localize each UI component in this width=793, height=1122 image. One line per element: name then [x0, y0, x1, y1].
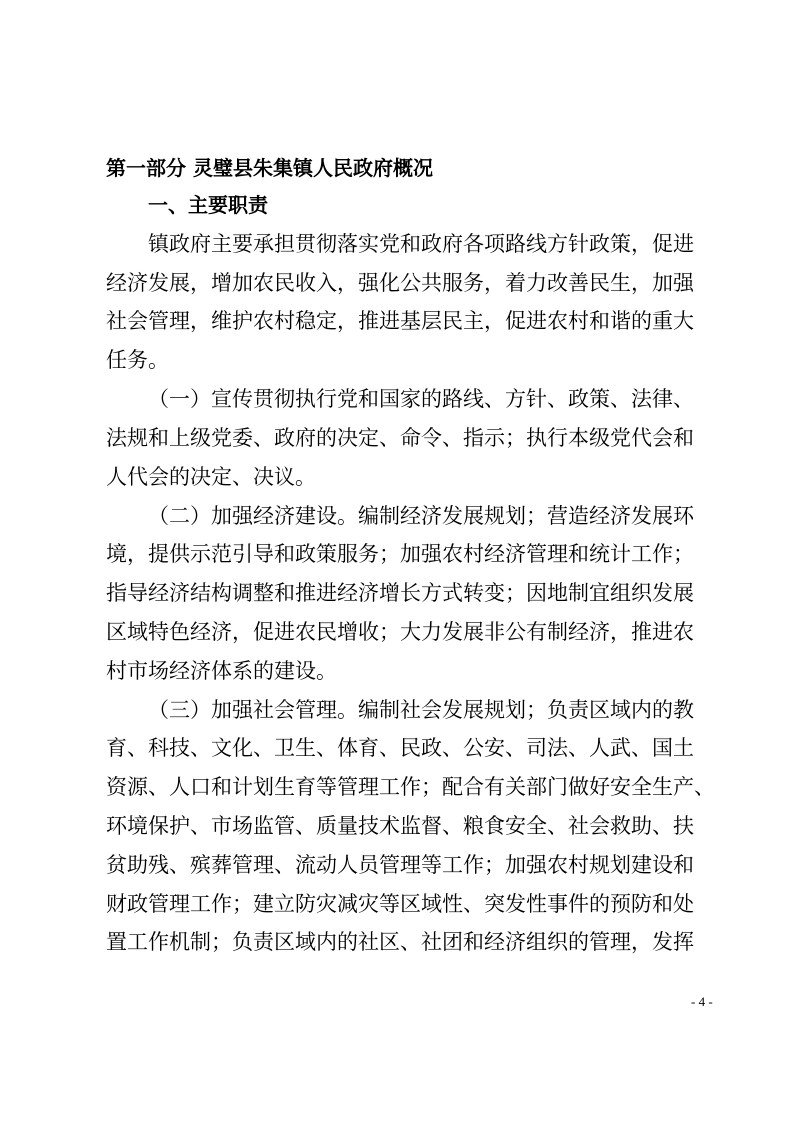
paragraph-3-line-2: 境，提供示范引导和政策服务；加强农村经济管理和统计工作； [106, 542, 694, 566]
paragraph-1-line-4: 任务。 [106, 348, 169, 372]
paragraph-4-line-5: 贫助残、殡葬管理、流动人员管理等工作；加强农村规划建设和 [106, 853, 694, 877]
paragraph-1-line-3: 社会管理，维护农村稳定，推进基层民主，促进农村和谐的重大 [106, 309, 694, 333]
paragraph-4-line-6: 财政管理工作；建立防灾减灾等区域性、突发性事件的预防和处 [106, 892, 694, 916]
paragraph-3-line-5: 村市场经济体系的建设。 [106, 659, 337, 683]
page-number: - 4 - [691, 994, 713, 1009]
paragraph-3-line-1: （二）加强经济建设。编制经济发展规划；营造经济发展环 [148, 504, 694, 528]
paragraph-4-line-3: 资源、人口和计划生育等管理工作；配合有关部门做好安全生产、 [106, 775, 715, 799]
section-title: 一、主要职责 [148, 193, 268, 217]
paragraph-4-line-1: （三）加强社会管理。编制社会发展规划；负责区域内的教 [148, 698, 694, 722]
part-title: 第一部分 灵璧县朱集镇人民政府概况 [106, 156, 433, 180]
paragraph-4-line-4: 环境保护、市场监管、质量技术监督、粮食安全、社会救助、扶 [106, 814, 694, 838]
paragraph-3-line-3: 指导经济结构调整和推进经济增长方式转变；因地制宜组织发展 [106, 581, 694, 605]
paragraph-2-line-1: （一）宣传贯彻执行党和国家的路线、方针、政策、法律、 [148, 387, 694, 411]
paragraph-3-line-4: 区域特色经济，促进农民增收；大力发展非公有制经济，推进农 [106, 620, 694, 644]
paragraph-2-line-3: 人代会的决定、决议。 [106, 465, 316, 489]
paragraph-4-line-7: 置工作机制；负责区域内的社区、社团和经济组织的管理，发挥 [106, 930, 694, 954]
paragraph-1-line-1: 镇政府主要承担贯彻落实党和政府各项路线方针政策，促进 [148, 232, 694, 256]
paragraph-2-line-2: 法规和上级党委、政府的决定、命令、指示；执行本级党代会和 [106, 426, 694, 450]
paragraph-1-line-2: 经济发展，增加农民收入，强化公共服务，着力改善民生，加强 [106, 271, 694, 295]
paragraph-4-line-2: 育、科技、文化、卫生、体育、民政、公安、司法、人武、国土 [106, 736, 694, 760]
